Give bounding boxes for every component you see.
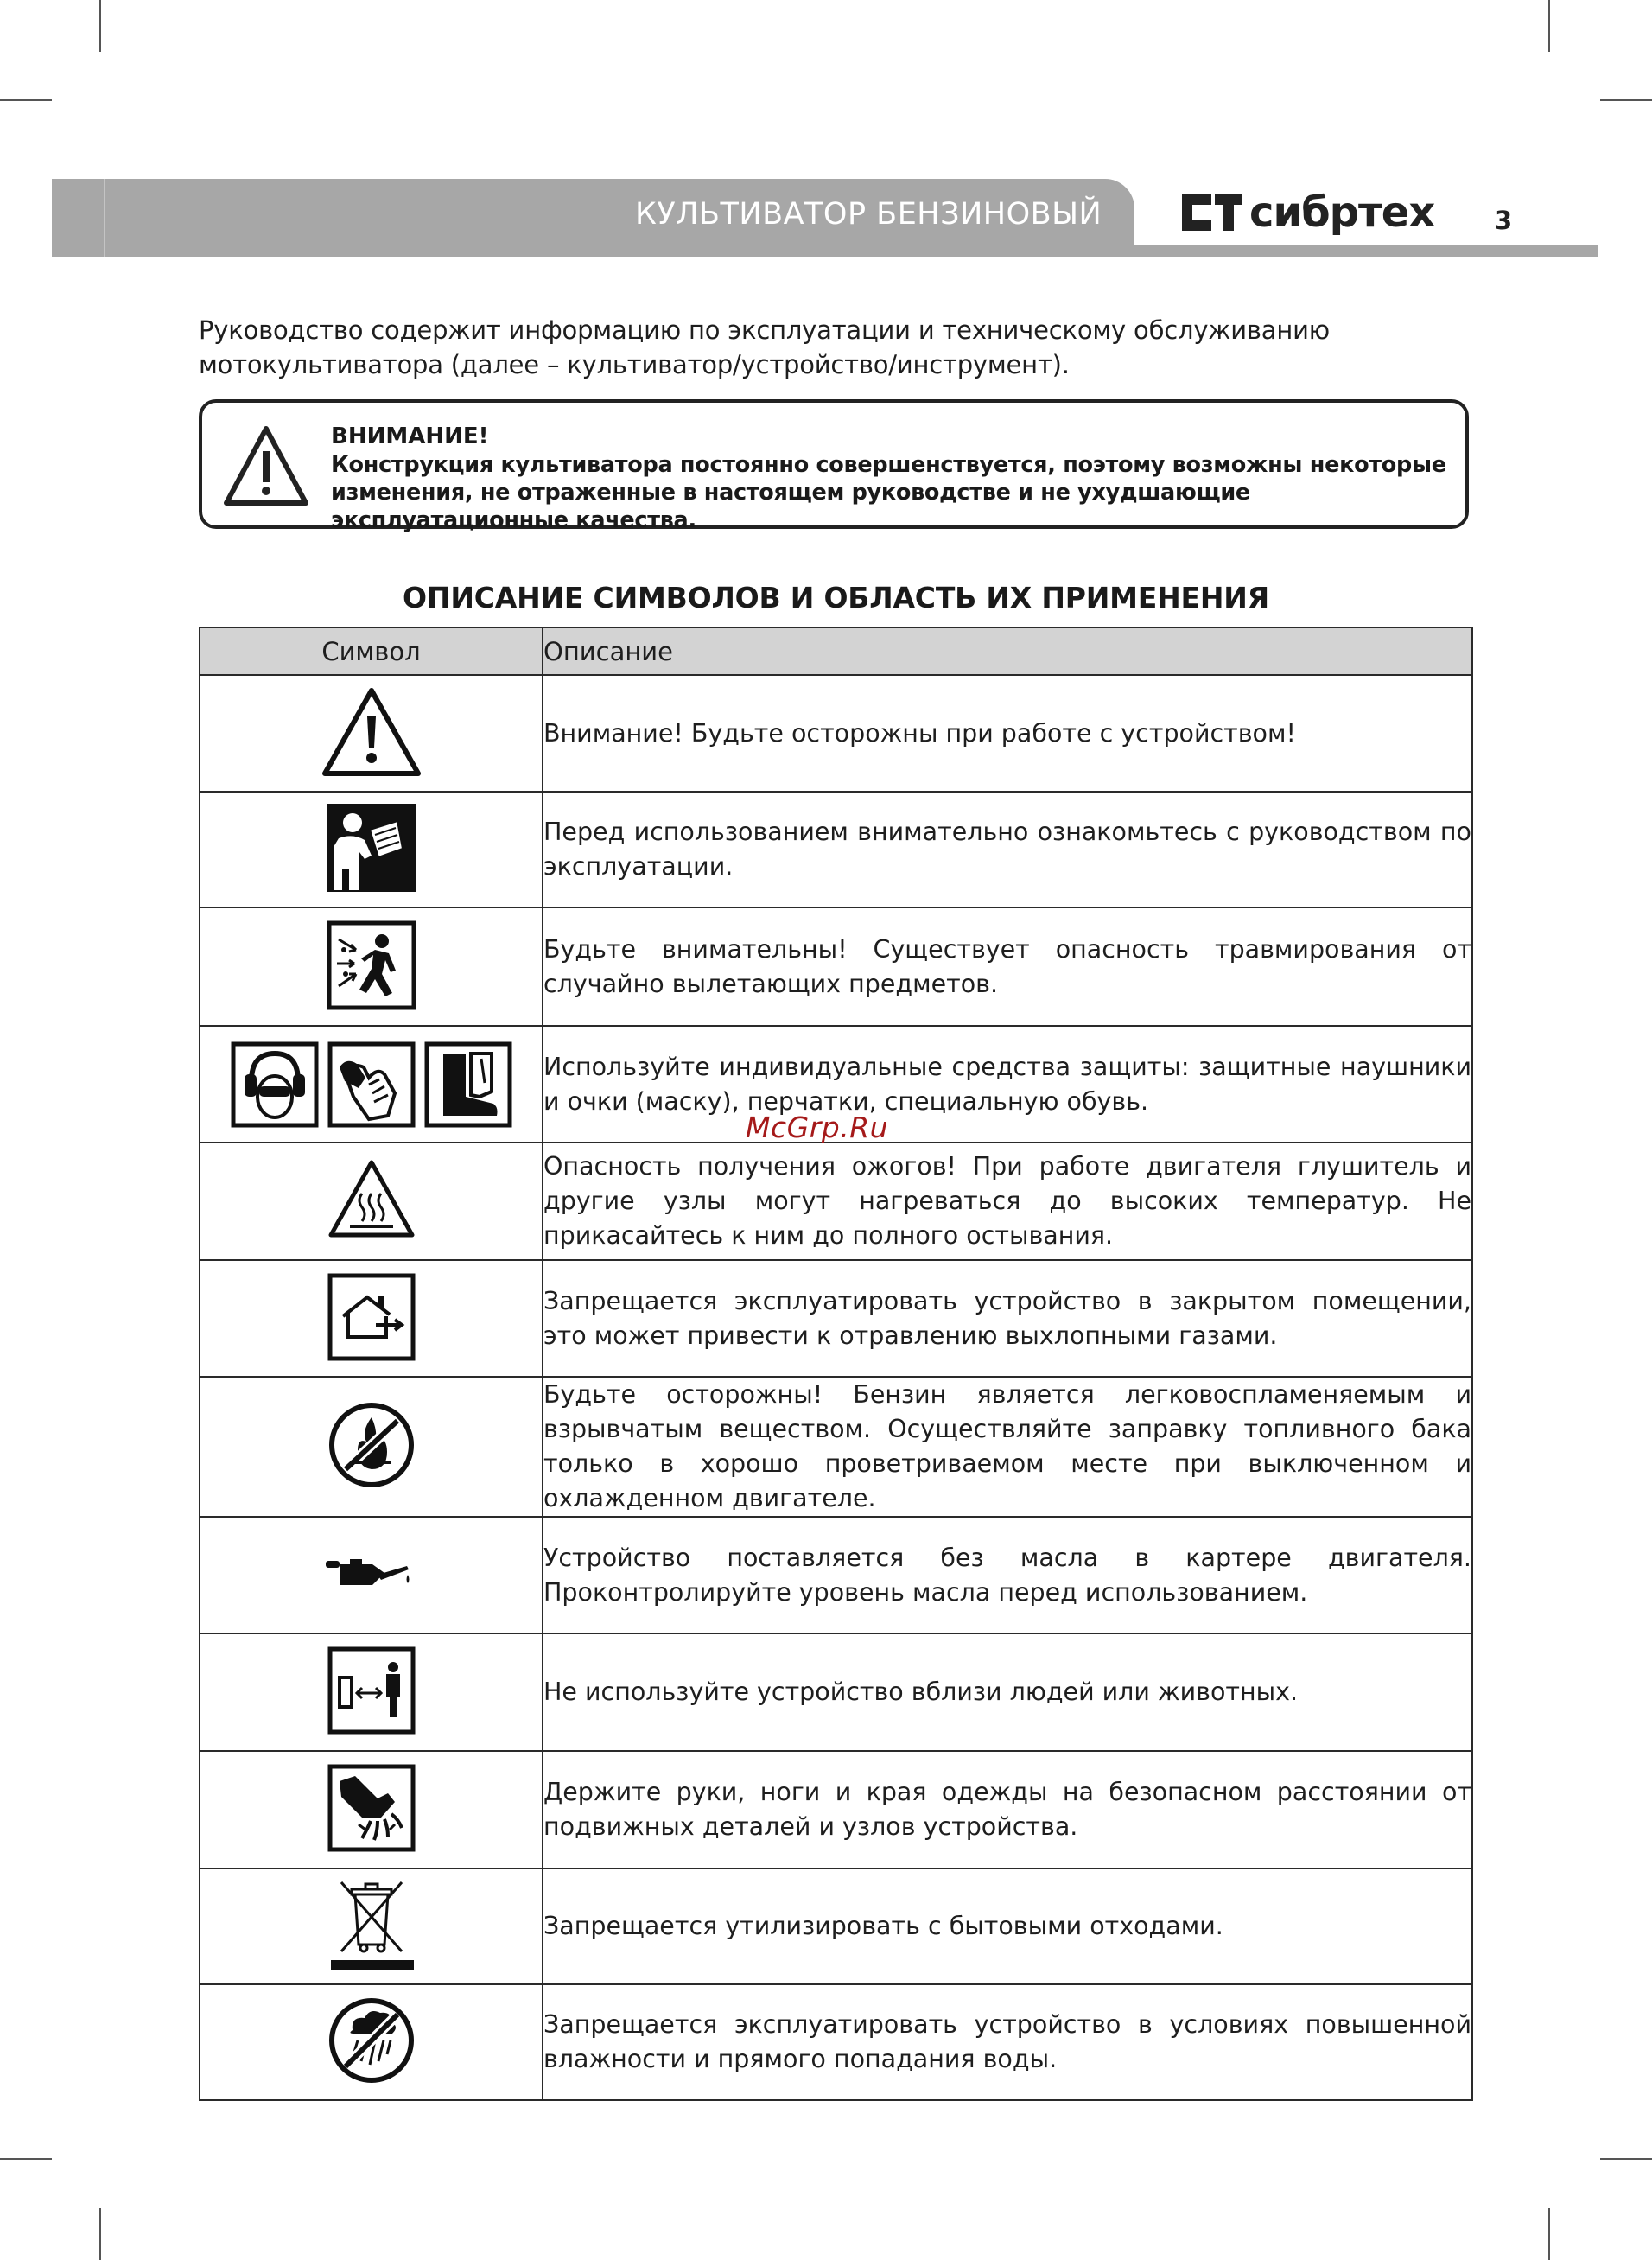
table-row xyxy=(200,1377,1472,1517)
table-row xyxy=(200,907,1472,1026)
table-row xyxy=(200,1984,1472,2100)
table-row xyxy=(200,1143,1472,1260)
hot-surface-icon xyxy=(327,1159,416,1240)
crop-mark xyxy=(1548,0,1550,52)
no-indoor-use-icon xyxy=(327,1273,416,1361)
brand-name: сибртех xyxy=(1249,188,1435,237)
symbols-table xyxy=(199,627,1473,2101)
header-rule xyxy=(1134,245,1598,257)
symbol-cell xyxy=(200,1026,543,1143)
symbol-cell xyxy=(200,907,543,1026)
table-header-row xyxy=(200,627,1472,675)
oil-can-icon xyxy=(324,1552,419,1595)
gloves-icon xyxy=(327,1041,416,1128)
symbol-cell xyxy=(200,1517,543,1633)
page-number: 3 xyxy=(1495,206,1513,235)
section-title: ОПИСАНИЕ СИМВОЛОВ И ОБЛАСТЬ ИХ ПРИМЕНЕНИЯ xyxy=(403,581,1269,614)
crop-mark xyxy=(0,2158,52,2160)
description-cell: Используйте индивидуальные средства защиты: защитные наушники и очки (маску), перчатки, специальную обувь. xyxy=(543,1026,1472,1143)
symbol-cell xyxy=(200,1633,543,1751)
symbol-cell xyxy=(200,1751,543,1868)
crop-mark xyxy=(1600,2158,1652,2160)
symbol-cell xyxy=(200,1143,543,1260)
no-fire-icon xyxy=(327,1400,416,1490)
description-cell: Запрещается утилизировать с бытовыми отходами. xyxy=(543,1868,1472,1984)
description-cell: Устройство поставляется без масла в картере двигателя. Проконтролируйте уровень масла перед использованием. xyxy=(543,1517,1472,1633)
description-cell: Перед использованием внимательно ознакомьтесь с руководством по эксплуатации. xyxy=(543,792,1472,907)
symbol-cell xyxy=(200,1377,543,1517)
column-header-symbol: Символ xyxy=(200,627,543,675)
symbol-cell xyxy=(200,1260,543,1377)
table-row xyxy=(200,1633,1472,1751)
symbol-cell xyxy=(200,1984,543,2100)
notice-box xyxy=(199,399,1469,533)
notice-text: Конструкция культиватора постоянно совершенствуется, поэтому возможны некоторые изменения, не отраженные в настоящем руководстве и не ухудшающие эксплуатационные качества. xyxy=(331,452,1446,533)
crop-mark xyxy=(99,2208,101,2260)
description-cell: Запрещается эксплуатировать устройство в закрытом помещении, это может привести к отравлению выхлопными газами. xyxy=(543,1260,1472,1377)
table-row xyxy=(200,1868,1472,1984)
hand-injury-icon xyxy=(327,1764,416,1852)
brand-mark-icon xyxy=(1177,191,1244,234)
crop-mark xyxy=(0,99,52,101)
table-row xyxy=(200,675,1472,792)
description-cell: Будьте внимательны! Существует опасность травмирования от случайно вылетающих предметов. xyxy=(543,907,1472,1026)
notice-heading: ВНИМАНИЕ! xyxy=(331,423,489,449)
table-row xyxy=(200,792,1472,907)
keep-distance-icon xyxy=(327,1646,416,1735)
flying-objects-icon xyxy=(327,920,416,1010)
table-row xyxy=(200,1751,1472,1868)
document-title: КУЛЬТИВАТОР БЕНЗИНОВЫЙ xyxy=(635,197,1102,232)
description-cell: Внимание! Будьте осторожны при работе с устройством! xyxy=(543,675,1472,792)
header-divider xyxy=(104,179,105,257)
description-cell: Не используйте устройство вблизи людей или животных. xyxy=(543,1633,1472,1751)
crossed-bin-icon xyxy=(327,1877,416,1972)
description-cell: Запрещается эксплуатировать устройство в условиях повышенной влажности и прямого попадания воды. xyxy=(543,1984,1472,2100)
warning-triangle-icon xyxy=(223,425,309,506)
description-cell: Опасность получения ожогов! При работе двигателя глушитель и другие узлы могут нагреваться до высоких температур. Не прикасайтесь к ним до полного остывания. xyxy=(543,1143,1472,1260)
ear-protection-goggles-icon xyxy=(231,1041,319,1128)
brand-logo xyxy=(1177,188,1434,237)
warning-triangle-icon xyxy=(321,687,422,777)
symbol-cell xyxy=(200,675,543,792)
safety-boots-icon xyxy=(424,1041,512,1128)
table-row xyxy=(200,1517,1472,1633)
intro-paragraph: Руководство содержит информацию по эксплуатации и техническому обслуживанию мотокультиватора (далее – культиватор/устройство/инструмент). xyxy=(199,315,1330,379)
table-row xyxy=(200,1260,1472,1377)
crop-mark xyxy=(1600,99,1652,101)
read-manual-icon xyxy=(327,804,416,892)
column-header-description: Описание xyxy=(543,627,1472,675)
description-cell: Держите руки, ноги и края одежды на безопасном расстоянии от подвижных деталей и узлов устройства. xyxy=(543,1751,1472,1868)
crop-mark xyxy=(99,0,101,52)
crop-mark xyxy=(1548,2208,1550,2260)
description-cell: Будьте осторожны! Бензин является легковоспламеняемым и взрывчатым веществом. Осуществляйте заправку топливного бака только в хорошо проветриваемом месте при выключенном и охлажденном двигателе. xyxy=(543,1377,1472,1517)
watermark: McGrp.Ru xyxy=(746,1111,889,1144)
symbol-cell xyxy=(200,1868,543,1984)
no-rain-icon xyxy=(327,1996,416,2085)
symbol-cell xyxy=(200,792,543,907)
